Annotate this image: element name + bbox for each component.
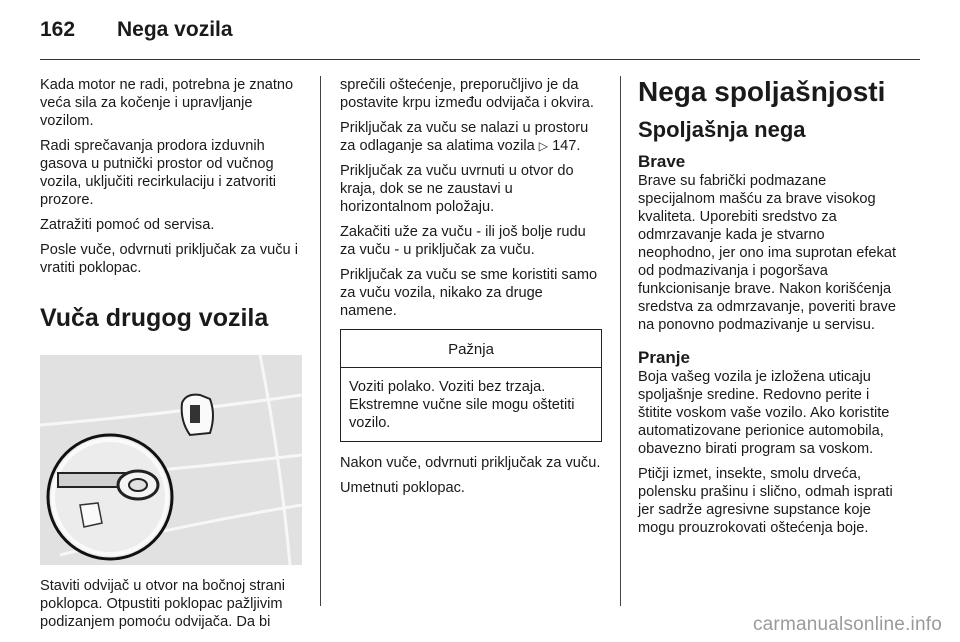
column-2 [340, 76, 602, 504]
tow-eye-drawing [40, 355, 302, 565]
column-3 [638, 76, 904, 544]
caution-notice [340, 329, 602, 442]
section-heading: Vuča drugog vozila [40, 304, 269, 332]
paragraph [340, 119, 602, 155]
paragraph: sprečili oštećenje, preporučljivo je da postavite krpu između odvijača i okvira. [340, 77, 594, 111]
tow-eye-illustration [40, 355, 302, 565]
notice-body: Voziti polako. Voziti bez trzaja. Ekstremne vučne sile mogu oštetiti vozilo. [349, 379, 575, 431]
page-reference[interactable]: 147. [552, 138, 581, 154]
chapter-title: Nega vozila [117, 18, 233, 41]
subsection-heading-pranje: Pranje [638, 348, 690, 367]
paragraph: Boja vašeg vozila je izložena uticaju spoljašnje sredine. Redovno perite i štitite voskom vaše vozilo. Ako koristite automatizovane perionice automobila, obavezno birati program sa voskom. [638, 369, 890, 457]
page-reference-arrow-icon: ▷ [538, 139, 548, 153]
paragraph: Brave su fabrički podmazane specijalnom mašću za brave visokog kvaliteta. Uporebiti sredstvo za odmrzavanje kada je stvarno neophodno, jer ono ima suprotan efekat od podmazivanja i pogoršava funkcionisanje brave. Nakon korišćenja sredstva za odmrzavanje, poveriti brave na ponovno podmazivanje u servisu. [638, 173, 897, 333]
notice-title: Pažnja [341, 330, 601, 368]
paragraph: Radi sprečavanja prodora izduvnih gasova u putnički prostor od vučnog vozila, uključiti recirkulaciju i zatvoriti prozore. [40, 138, 277, 208]
header-rule [40, 59, 920, 60]
paragraph: Priključak za vuču uvrnuti u otvor do kraja, dok se ne zaustavi u horizontalnom položaju. [340, 163, 574, 215]
watermark: carmanualsonline.info [752, 614, 942, 635]
column-divider-left [320, 76, 321, 606]
paragraph-text: Priključak za vuču se nalazi u prostoru za odlaganje sa alatima vozila [340, 120, 589, 154]
column-1 [40, 76, 302, 638]
section-subtitle: Spoljašnja nega [638, 117, 806, 142]
paragraph: Umetnuti poklopac. [340, 480, 465, 496]
paragraph: Zatražiti pomoć od servisa. [40, 217, 215, 233]
column-divider-right [620, 76, 621, 606]
paragraph: Kada motor ne radi, potrebna je znatno veća sila za kočenje i upravljanje vozilom. [40, 77, 294, 129]
paragraph: Priključak za vuču se sme koristiti samo za vuču vozila, nikako za druge namene. [340, 267, 598, 319]
page-number: 162 [40, 18, 76, 41]
chapter-section-title: Nega spoljašnjosti [638, 76, 886, 107]
paragraph: Zakačiti uže za vuču - ili još bolje rudu za vuču - u priključak za vuču. [340, 224, 586, 258]
paragraph: Posle vuče, odvrnuti priključak za vuču i vratiti poklopac. [40, 242, 298, 276]
paragraph: Staviti odvijač u otvor na bočnoj strani poklopca. Otpustiti poklopac pažljivim podizanjem pomoću odvijača. Da bi [40, 578, 285, 630]
subsection-heading-brave: Brave [638, 152, 686, 171]
paragraph: Ptičji izmet, insekte, smolu drveća, polensku prašinu i slično, odmah isprati jer sadrže agresivne supstance koje mogu prouzrokovati oštećenja boje. [638, 466, 893, 536]
page-header [40, 18, 233, 48]
paragraph: Nakon vuče, odvrnuti priključak za vuču. [340, 455, 601, 471]
